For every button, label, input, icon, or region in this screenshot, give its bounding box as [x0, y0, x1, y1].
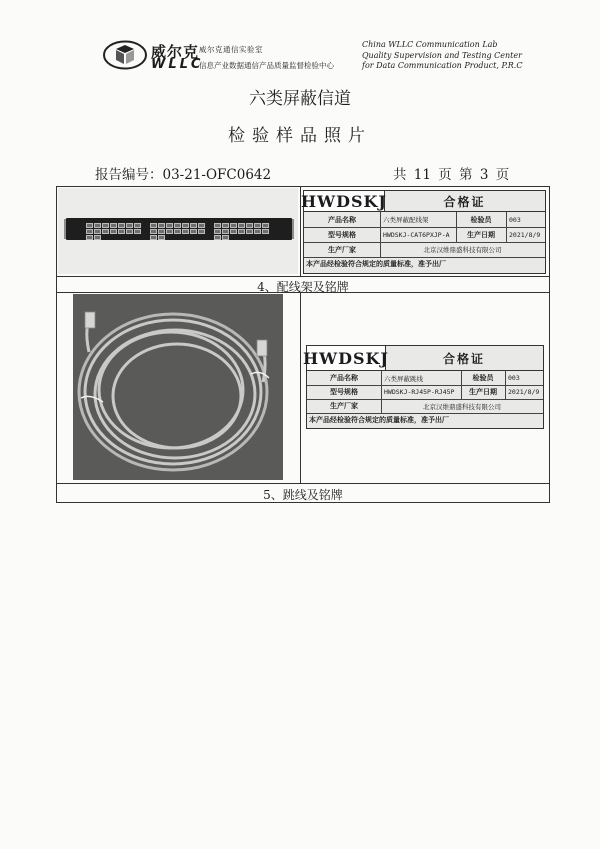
plate-title: 合格证 [443, 194, 486, 209]
rj45-port [94, 229, 101, 234]
rj45-port [158, 235, 165, 240]
rj45-port [198, 223, 205, 228]
rj45-port [110, 229, 117, 234]
field-label: 生产日期 [469, 388, 497, 396]
rj45-port [166, 229, 173, 234]
field-label: 产品名称 [330, 374, 358, 382]
rj45-port [254, 229, 261, 234]
rj45-port [102, 229, 109, 234]
rj45-port [158, 229, 165, 234]
rj45-port [94, 235, 101, 240]
plate-brand: HWDSKJ [307, 346, 386, 370]
plate-title: 合格证 [442, 351, 485, 366]
field-label: 产品名称 [328, 215, 356, 224]
rj45-port [246, 229, 253, 234]
field-value: HWDSKJ-CAT6PXJP-A [383, 230, 450, 239]
field-value: 2021/8/9 [508, 388, 540, 396]
rj45-port [94, 223, 101, 228]
page-info: 共 11 页 第 3 页 [393, 167, 510, 183]
rj45-port [86, 235, 93, 240]
rj45-port [246, 223, 253, 228]
rj45-port [110, 223, 117, 228]
rj45-port [198, 229, 205, 234]
rj45-port [150, 235, 157, 240]
port-group [150, 223, 206, 235]
field-label: 型号规格 [330, 388, 358, 396]
field-value: 北京汉维鼎盛科技有限公司 [423, 246, 502, 254]
rj45-port [222, 223, 229, 228]
rj45-port [166, 223, 173, 228]
port-group [86, 223, 142, 235]
field-label: 检验员 [472, 374, 494, 382]
plate-row [304, 242, 545, 258]
lab-name-cn: 威尔克通信实验室 [199, 45, 263, 54]
rj45-port [150, 223, 157, 228]
field-value: HWDSKJ-RJ45P-RJ45P [384, 388, 455, 396]
lab-logo-icon [103, 40, 147, 70]
rj45-port [190, 229, 197, 234]
plate-row [307, 385, 543, 400]
table-divider [56, 483, 550, 484]
center-name-cn: 信息产业数据通信产品质量监督检验中心 [199, 61, 334, 70]
plate-note: 本产品经检验符合规定的质量标准，准予出厂 [309, 416, 449, 424]
plate-row [307, 399, 543, 414]
rj45-port [158, 223, 165, 228]
patch-panel-body [66, 218, 292, 240]
certificate-plate [303, 345, 544, 429]
rj45-port [262, 223, 269, 228]
logo-english-name: WLLC [151, 57, 204, 72]
port-group [214, 223, 270, 235]
rj45-port [118, 223, 125, 228]
lab-name-en [362, 40, 522, 72]
document-subtitle: 检验样品照片 [228, 126, 372, 146]
rj45-port [86, 223, 93, 228]
rj45-port [102, 223, 109, 228]
field-label: 检验员 [470, 215, 492, 224]
table-divider [300, 292, 301, 483]
field-value: 北京汉维鼎盛科技有限公司 [423, 402, 501, 411]
rj45-port [150, 229, 157, 234]
rj45-port [230, 223, 237, 228]
field-label: 生产日期 [467, 230, 495, 239]
plate-row [307, 371, 543, 386]
rj45-port [230, 229, 237, 234]
document-title: 六类屏蔽信道 [249, 89, 351, 109]
rj45-port [222, 235, 229, 240]
rj45-port [262, 229, 269, 234]
rj45-port [214, 235, 221, 240]
item-caption: 4、配线架及铭牌 [257, 280, 349, 294]
rj45-port [214, 223, 221, 228]
rj45-port [238, 229, 245, 234]
plate-header [301, 191, 545, 212]
logo-chinese-name: 威尔克 [151, 43, 200, 61]
rj45-port [254, 223, 261, 228]
table-divider [56, 276, 550, 277]
patch-panel-photo [58, 188, 298, 274]
item-caption: 5、跳线及铭牌 [263, 488, 343, 502]
rj45-port [118, 229, 125, 234]
lab-name-en-line: Quality Supervision and Testing Center [362, 50, 522, 60]
rj45-port [182, 229, 189, 234]
rj45-port [126, 229, 133, 234]
plate-row [304, 227, 545, 243]
rj45-port [174, 229, 181, 234]
field-label: 生产厂家 [328, 245, 356, 254]
lab-name-en-line: China WLLC Communication Lab [362, 40, 498, 49]
rj45-port [238, 223, 245, 228]
field-label: 型号规格 [328, 230, 356, 239]
rj45-port [182, 223, 189, 228]
plate-brand: HWDSKJ [301, 191, 387, 211]
field-value: 2021/8/9 [509, 230, 541, 239]
rj45-port [86, 229, 93, 234]
field-value: 003 [509, 215, 521, 224]
patch-cord-photo [73, 294, 283, 480]
field-value: 003 [508, 374, 520, 382]
field-value: 六类屏蔽跳线 [384, 374, 423, 383]
lab-name-en-line: for Data Communication Product, P.R.C [362, 61, 523, 70]
plate-row [304, 212, 545, 228]
certificate-plate [303, 190, 546, 274]
field-value: 六类屏蔽配线架 [383, 216, 429, 224]
rj45-port [126, 223, 133, 228]
rj45-port [134, 229, 141, 234]
field-label: 生产厂家 [330, 402, 358, 410]
rj45-port [222, 229, 229, 234]
rj45-port [190, 223, 197, 228]
plate-header [303, 346, 543, 371]
rj45-port [134, 223, 141, 228]
report-number: 报告编号：03-21-OFC0642 [95, 167, 272, 183]
plate-note: 本产品经检验符合规定的质量标准，准予出厂 [306, 260, 446, 268]
rj45-port [214, 229, 221, 234]
rj45-port [174, 223, 181, 228]
